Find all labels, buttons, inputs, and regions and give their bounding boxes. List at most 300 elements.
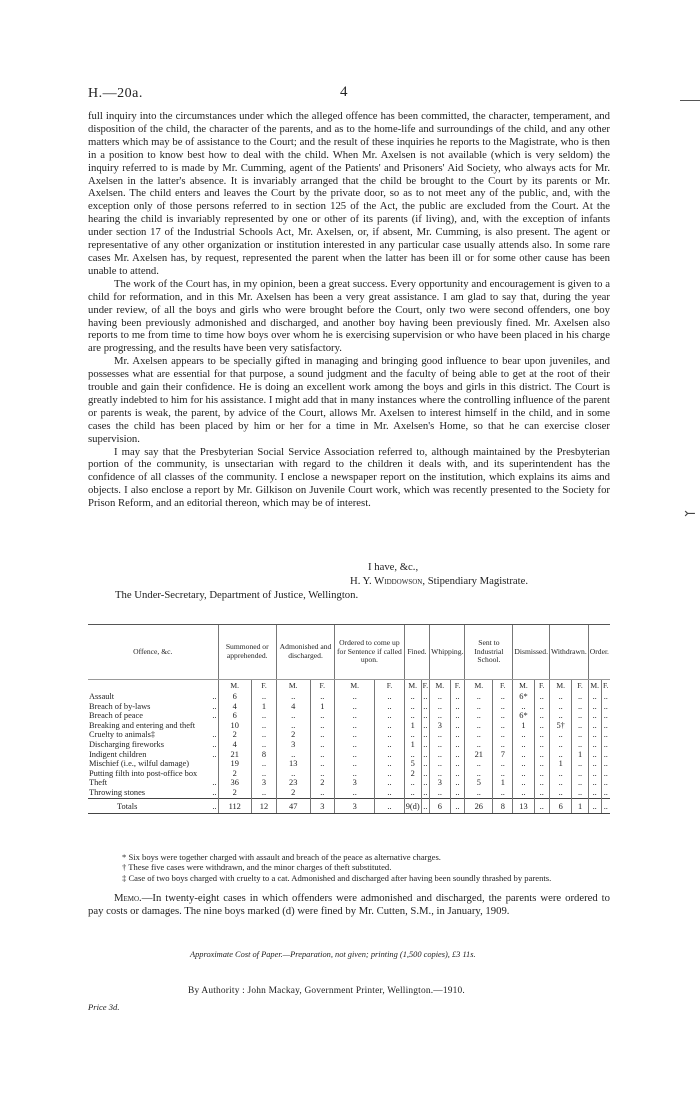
sex-label: F. (375, 680, 404, 693)
count-cell: .. (534, 769, 549, 779)
count-cell: .. (601, 788, 610, 798)
printer-authority: By Authority : John Mackay, Government Printer, Wellington.—1910. (188, 986, 465, 996)
count-cell: .. (493, 759, 513, 769)
count-cell: .. (572, 759, 588, 769)
sex-label: F. (421, 680, 430, 693)
offence-label: Totals (117, 801, 138, 811)
count-cell: 4 (218, 702, 251, 712)
count-cell: 13 (513, 798, 534, 814)
count-cell: .. (588, 692, 601, 702)
count-cell: 4 (276, 702, 310, 712)
count-cell: 2 (276, 730, 310, 740)
offence-cell (88, 750, 218, 760)
totals-row (88, 798, 610, 814)
count-cell: .. (572, 778, 588, 788)
price: Price 3d. (88, 1002, 120, 1012)
col-summoned: Summoned or apprehended. (218, 625, 276, 680)
count-cell: 26 (465, 798, 493, 814)
count-cell: .. (572, 692, 588, 702)
count-cell: .. (493, 702, 513, 712)
sex-label: F. (450, 680, 465, 693)
col-industrial-school: Sent to Industrial School. (465, 625, 513, 680)
count-cell: .. (465, 788, 493, 798)
count-cell: .. (430, 702, 450, 712)
count-cell: .. (534, 692, 549, 702)
count-cell: .. (421, 721, 430, 731)
count-cell: .. (534, 740, 549, 750)
count-cell: .. (534, 750, 549, 760)
count-cell: 2 (310, 778, 335, 788)
count-cell: 6 (549, 798, 571, 814)
sex-label: M. (549, 680, 571, 693)
count-cell: .. (493, 788, 513, 798)
count-cell: 2 (218, 788, 251, 798)
memo (88, 892, 610, 918)
page-number: 4 (340, 84, 348, 100)
count-cell: .. (404, 750, 421, 760)
count-cell: .. (251, 769, 276, 779)
count-cell: .. (493, 740, 513, 750)
signature-title: , Stipendiary Magistrate. (422, 575, 529, 587)
count-cell: .. (601, 798, 610, 814)
count-cell: .. (450, 759, 465, 769)
paragraph-2: The work of the Court has, in my opinion, been a great success. Every opportunity and encouragement is given to a child for reformation, and in this Mr. Axelsen has been a very great assistance. I am glad to say that, during the year under review, of all the boys and girls who were brought before the Court, only two were second offenders, one boy having been previously admonished and discharged, and another boy having been previously fined. Mr. Axelsen also reports to me from time to time how boys over whom he is exercising supervision or who have been placed in his charge are progressing, and the results have been very satisfactory. (88, 277, 610, 355)
count-cell: 3 (335, 778, 375, 788)
count-cell: .. (493, 721, 513, 731)
count-cell: .. (375, 711, 404, 721)
table-row (88, 769, 610, 779)
count-cell: .. (513, 788, 534, 798)
sex-label: F. (251, 680, 276, 693)
count-cell: .. (430, 692, 450, 702)
count-cell: .. (430, 740, 450, 750)
count-cell: 1 (404, 721, 421, 731)
count-cell: .. (276, 711, 310, 721)
count-cell: .. (534, 788, 549, 798)
count-cell: .. (465, 721, 493, 731)
count-cell: .. (310, 788, 335, 798)
count-cell: .. (335, 711, 375, 721)
count-cell: .. (335, 750, 375, 760)
memo-label: Memo. (114, 892, 142, 904)
count-cell: .. (310, 750, 335, 760)
count-cell: .. (601, 721, 610, 731)
count-cell: .. (588, 759, 601, 769)
count-cell: .. (549, 702, 571, 712)
count-cell: 36 (218, 778, 251, 788)
footnote-2: † These five cases were withdrawn, and the minor charges of theft substituted. (122, 862, 392, 873)
count-cell: 2 (218, 730, 251, 740)
count-cell: .. (375, 788, 404, 798)
offence-label: Assault (89, 692, 115, 701)
offence-cell (88, 721, 218, 731)
count-cell: .. (375, 778, 404, 788)
count-cell: .. (335, 702, 375, 712)
count-cell: .. (588, 702, 601, 712)
count-cell: 1 (572, 798, 588, 814)
col-dismissed: Dismissed. (513, 625, 550, 680)
footnotes (88, 852, 610, 883)
count-cell: .. (251, 740, 276, 750)
count-cell: .. (421, 692, 430, 702)
count-cell: .. (404, 778, 421, 788)
count-cell: 2 (404, 769, 421, 779)
count-cell: .. (310, 759, 335, 769)
count-cell: .. (430, 730, 450, 740)
addressee: The Under-Secretary, Department of Justice, Wellington. (115, 589, 359, 601)
count-cell: 7 (493, 750, 513, 760)
count-cell: .. (430, 711, 450, 721)
count-cell: .. (534, 730, 549, 740)
col-withdrawn: Withdrawn. (549, 625, 588, 680)
count-cell: .. (493, 730, 513, 740)
count-cell: .. (513, 778, 534, 788)
count-cell: .. (251, 692, 276, 702)
count-cell: .. (404, 730, 421, 740)
count-cell: .. (421, 730, 430, 740)
count-cell: .. (601, 711, 610, 721)
count-cell: .. (404, 788, 421, 798)
count-cell: .. (430, 788, 450, 798)
count-cell: 19 (218, 759, 251, 769)
count-cell: .. (430, 759, 450, 769)
count-cell: 3 (430, 721, 450, 731)
leader-dots: .. (212, 739, 217, 749)
col-offence: Offence, &c. (88, 625, 218, 680)
count-cell: .. (450, 788, 465, 798)
count-cell: .. (601, 759, 610, 769)
leader-dots: .. (212, 692, 217, 701)
count-cell: .. (251, 721, 276, 731)
count-cell: .. (572, 740, 588, 750)
count-cell: .. (549, 778, 571, 788)
count-cell: .. (588, 750, 601, 760)
count-cell: 6 (218, 711, 251, 721)
sex-label: F. (534, 680, 549, 693)
margin-pen-mark: ⤚ (684, 507, 696, 522)
leader-dots: .. (212, 749, 217, 759)
count-cell: 6* (513, 711, 534, 721)
count-cell: 1 (572, 750, 588, 760)
count-cell: 4 (218, 740, 251, 750)
count-cell: .. (493, 769, 513, 779)
count-cell: .. (375, 730, 404, 740)
count-cell: .. (450, 778, 465, 788)
col-ordered: Ordered to come up for Sentence if called upon. (335, 625, 405, 680)
table-row (88, 788, 610, 798)
count-cell: .. (465, 769, 493, 779)
count-cell: .. (375, 759, 404, 769)
offence-cell (88, 702, 218, 712)
count-cell: .. (375, 798, 404, 814)
paragraph-1: full inquiry into the circumstances under which the alleged offence has been committed, the character, temperament, and disposition of the child, the character of the parents, and as to the home-life and surroundings of the child, and any other matters which may be of assistance to the Court; and the result of these inquiries he reports to the Magistrate, who is then in a position to know best how to deal with the child. When Mr. Axelsen is not available (which is very seldom) the inquiry referred to is made by Mr. Cumming, agent of the Patients' and Prisoners' Aid Society, who always acts for Mr. Axelsen in the latter's absence. It is invariably arranged that the child be brought to the Court by its parents or Mr. Axelsen. The child enters and leaves the Court by the private door, so as to not meet any of the public, and, with the exception only of those persons referred to in section 125 of the Act, the public are excluded from the Court. At the hearing the child is invariably represented by one or other of its parents (if living), and, with the exception of infants under section 17 of the Industrial Schools Act, Mr. Axelsen, or, if absent, Mr. Cumming, is also present. The agent or representative of any other organization or institution interested in any particular case usually attends also. In some rare cases Mr. Axelsen has, by request, represented the parent when the latter has been ill or for some other cause has been unable to attend. (88, 110, 610, 277)
count-cell: .. (465, 711, 493, 721)
count-cell: .. (588, 740, 601, 750)
offence-cell (88, 769, 218, 779)
count-cell: .. (335, 769, 375, 779)
count-cell: .. (335, 740, 375, 750)
sex-label: F. (572, 680, 588, 693)
count-cell: .. (251, 711, 276, 721)
count-cell: 6 (430, 798, 450, 814)
count-cell: .. (310, 711, 335, 721)
count-cell: .. (465, 740, 493, 750)
count-cell: 2 (276, 788, 310, 798)
count-cell: .. (601, 769, 610, 779)
count-cell: .. (404, 702, 421, 712)
count-cell: .. (513, 750, 534, 760)
paragraph-4: I may say that the Presbyterian Social Service Association referred to, although maintained by the Presbyterian portion of the community, is unsectarian with regard to the children it deals with, and its superintendent has the confidence of all classes of the community. I enclose a newspaper report on the institution, which explains its aims and objects. I also enclose a report by Mr. Gilkison on Juvenile Court work, which was recently presented to the Society for Prison Reform, and an editorial thereon, which may be of interest. (88, 445, 610, 510)
offence-cell (88, 759, 218, 769)
leader-dots: .. (212, 711, 217, 721)
offence-cell (88, 711, 218, 721)
table-row (88, 778, 610, 788)
count-cell: .. (421, 711, 430, 721)
count-cell: 3 (276, 740, 310, 750)
count-cell: .. (450, 730, 465, 740)
count-cell: .. (335, 730, 375, 740)
count-cell: .. (588, 798, 601, 814)
count-cell: .. (572, 711, 588, 721)
count-cell: .. (251, 730, 276, 740)
count-cell: 1 (493, 778, 513, 788)
count-cell: .. (276, 750, 310, 760)
col-whipping: Whipping. (430, 625, 465, 680)
count-cell: .. (335, 788, 375, 798)
count-cell: .. (450, 711, 465, 721)
count-cell: 8 (493, 798, 513, 814)
sex-label: F. (493, 680, 513, 693)
offence-cell (88, 778, 218, 788)
leader-dots: .. (212, 701, 217, 711)
count-cell: 10 (218, 721, 251, 731)
count-cell: 13 (276, 759, 310, 769)
offence-label: Cruelty to animals‡ (89, 730, 156, 740)
count-cell: 1 (310, 702, 335, 712)
count-cell: .. (421, 778, 430, 788)
offence-label: Indigent children (89, 749, 147, 759)
count-cell: .. (601, 740, 610, 750)
col-fined: Fined. (404, 625, 429, 680)
sex-label: F. (601, 680, 610, 693)
signature-name: H. Y. Widdowson (350, 575, 423, 587)
count-cell: .. (465, 730, 493, 740)
count-cell: .. (493, 711, 513, 721)
count-cell: .. (335, 759, 375, 769)
count-cell: 21 (465, 750, 493, 760)
count-cell: 6 (218, 692, 251, 702)
count-cell: .. (513, 702, 534, 712)
sex-label: M. (404, 680, 421, 693)
offence-label: Theft (89, 778, 108, 788)
sex-label: M. (430, 680, 450, 693)
count-cell: .. (450, 798, 465, 814)
count-cell: .. (572, 769, 588, 779)
count-cell: .. (534, 702, 549, 712)
offence-cell (88, 740, 218, 750)
count-cell: .. (450, 692, 465, 702)
count-cell: 1 (549, 759, 571, 769)
count-cell: .. (513, 759, 534, 769)
count-cell: .. (572, 702, 588, 712)
count-cell: .. (549, 769, 571, 779)
sex-label: F. (310, 680, 335, 693)
table-row (88, 711, 610, 721)
count-cell: .. (572, 730, 588, 740)
table-row (88, 730, 610, 740)
footnote-3: ‡ Case of two boys charged with cruelty to a cat. Admonished and discharged after having been soundly thrashed by parents. (122, 872, 552, 883)
count-cell: 3 (251, 778, 276, 788)
count-cell: .. (276, 769, 310, 779)
count-cell: .. (549, 750, 571, 760)
sex-label-row (88, 680, 610, 693)
count-cell: .. (601, 702, 610, 712)
offence-label: Breach of by-laws (89, 701, 151, 711)
count-cell: .. (588, 730, 601, 740)
count-cell: .. (421, 769, 430, 779)
table-row (88, 692, 610, 702)
table-row (88, 721, 610, 731)
offence-label: Putting filth into post-office box (89, 768, 198, 778)
count-cell: .. (450, 769, 465, 779)
count-cell: .. (450, 702, 465, 712)
count-cell: .. (601, 750, 610, 760)
count-cell: .. (465, 692, 493, 702)
count-cell: .. (421, 759, 430, 769)
count-cell: .. (601, 778, 610, 788)
count-cell: .. (404, 692, 421, 702)
count-cell: .. (310, 721, 335, 731)
leader-dots: .. (212, 778, 217, 788)
count-cell: .. (534, 798, 549, 814)
count-cell: .. (251, 788, 276, 798)
count-cell: .. (421, 740, 430, 750)
sex-label: M. (335, 680, 375, 693)
leader-dots: .. (212, 787, 217, 797)
leader-dots: .. (212, 730, 217, 740)
table-row (88, 750, 610, 760)
table-row (88, 740, 610, 750)
footnote-1: * Six boys were together charged with assault and breach of the peace as alternative charges. (122, 852, 441, 862)
offence-label: Mischief (i.e., wilful damage) (89, 759, 190, 769)
offence-cell (88, 730, 218, 740)
count-cell: 2 (218, 769, 251, 779)
signature (350, 575, 528, 587)
count-cell: 23 (276, 778, 310, 788)
offence-label: Throwing stones (89, 787, 146, 797)
count-cell: .. (549, 692, 571, 702)
count-cell: .. (588, 769, 601, 779)
memo-text: —In twenty-eight cases in which offenders were admonished and discharged, the parents were ordered to pay costs or damages. The nine boys marked (d) were fined by Mr. Cutten, S.M., in January, 1909. (88, 892, 610, 917)
count-cell: .. (375, 702, 404, 712)
cost-note: Approximate Cost of Paper.—Preparation, not given; printing (1,500 copies), £3 11s. (190, 950, 476, 959)
count-cell: 5† (549, 721, 571, 731)
sex-label: M. (218, 680, 251, 693)
count-cell: .. (450, 750, 465, 760)
count-cell: 3 (310, 798, 335, 814)
count-cell: .. (335, 692, 375, 702)
offence-label: Breaking and entering and theft (89, 720, 196, 730)
count-cell: 6* (513, 692, 534, 702)
leader-dots: .. (212, 801, 217, 811)
count-cell: .. (375, 750, 404, 760)
count-cell: .. (513, 740, 534, 750)
count-cell: .. (276, 721, 310, 731)
count-cell: 3 (430, 778, 450, 788)
count-cell: .. (534, 721, 549, 731)
sex-label: M. (465, 680, 493, 693)
count-cell: .. (421, 788, 430, 798)
count-cell: .. (375, 769, 404, 779)
body-text (88, 110, 610, 510)
offence-label: Breach of peace (89, 711, 143, 721)
offence-cell (88, 788, 218, 798)
count-cell: .. (513, 769, 534, 779)
col-order: Order. (588, 625, 610, 680)
count-cell: .. (404, 711, 421, 721)
count-cell: .. (601, 730, 610, 740)
sex-label: M. (276, 680, 310, 693)
count-cell: .. (310, 740, 335, 750)
count-cell: .. (251, 759, 276, 769)
count-cell: .. (572, 721, 588, 731)
count-cell: .. (375, 692, 404, 702)
count-cell: .. (601, 692, 610, 702)
count-cell: .. (310, 692, 335, 702)
table-row (88, 702, 610, 712)
offence-label: Discharging fireworks (89, 739, 164, 749)
count-cell: .. (549, 788, 571, 798)
count-cell: .. (588, 778, 601, 788)
count-cell: 1 (404, 740, 421, 750)
offence-cell (88, 692, 218, 702)
count-cell: 21 (218, 750, 251, 760)
count-cell: 12 (251, 798, 276, 814)
count-cell: .. (421, 798, 430, 814)
count-cell: .. (335, 721, 375, 731)
col-admonished: Admonished and discharged. (276, 625, 334, 680)
count-cell: .. (572, 788, 588, 798)
count-cell: .. (421, 750, 430, 760)
sex-label: M. (588, 680, 601, 693)
count-cell: .. (534, 778, 549, 788)
count-cell: 1 (513, 721, 534, 731)
count-cell: .. (450, 721, 465, 731)
count-cell: .. (588, 721, 601, 731)
count-cell: 5 (404, 759, 421, 769)
count-cell: .. (450, 740, 465, 750)
sex-label: M. (513, 680, 534, 693)
count-cell: 47 (276, 798, 310, 814)
count-cell: .. (588, 711, 601, 721)
count-cell: .. (465, 702, 493, 712)
table-body (88, 692, 610, 814)
count-cell: .. (534, 711, 549, 721)
count-cell: .. (421, 702, 430, 712)
count-cell: .. (375, 721, 404, 731)
margin-rule (680, 100, 700, 101)
count-cell: .. (549, 740, 571, 750)
sex-label-blank (88, 680, 218, 693)
count-cell: .. (310, 769, 335, 779)
count-cell: .. (375, 740, 404, 750)
count-cell: 8 (251, 750, 276, 760)
count-cell: .. (465, 759, 493, 769)
count-cell: .. (549, 730, 571, 740)
count-cell: .. (276, 692, 310, 702)
paragraph-3: Mr. Axelsen appears to be specially gifted in managing and bringing good influence to bear upon juveniles, and possesses what are essential for that purpose, a sound judgment and the faculty of being able to get at the root of their trouble and gain their confidence. He is doing an excellent work among the boys and girls in this district. The Court is greatly indebted to him for his assistance. I might add that in many instances where the controlling influence of the parent or parents is weak, the parent, by advice of the Court, allows Mr. Axelsen to interest himself in the child, and in some cases the child has been placed by him or her for a time in Mr. Axelsen's Home, so that he can exercise closer supervision. (88, 355, 610, 445)
offence-cell (88, 798, 218, 814)
